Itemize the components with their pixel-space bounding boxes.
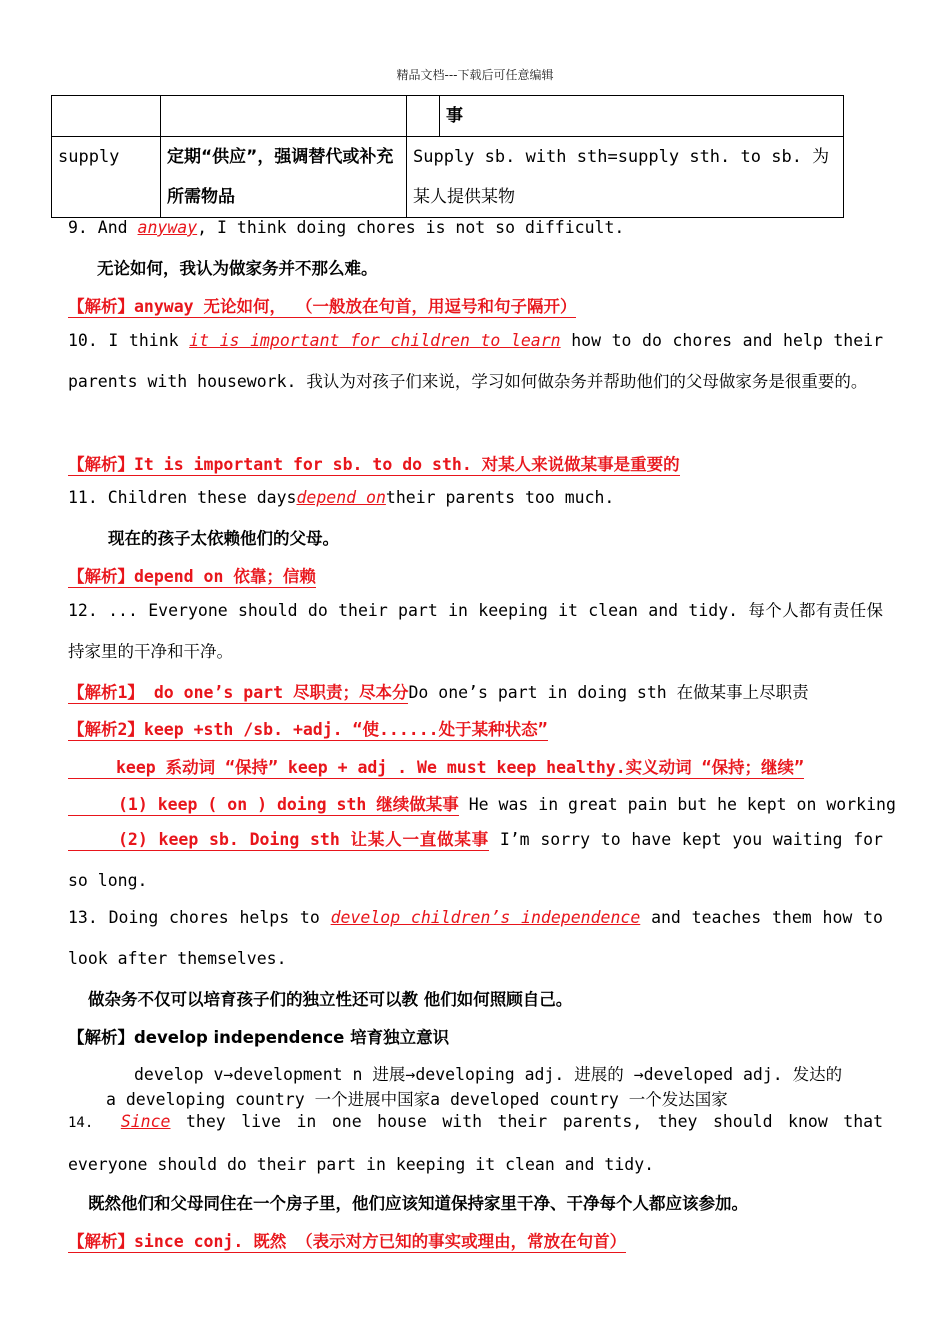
- q9-prefix: 9. And: [68, 218, 128, 237]
- q12-analysis-4: [68, 791, 896, 815]
- q12-analysis-4-black: He was in great pain but he kept on working: [468, 795, 896, 814]
- q14-translation: 既然他们和父母同住在一个房子里，他们应该知道保持家里干净、干净每个人都应该参加。: [88, 1194, 748, 1213]
- q12-analysis-1-red: 【解析1】 do one’s part 尽职责；尽本分: [68, 683, 409, 702]
- q13-analysis: 【解析】develop independence 培育独立意识: [68, 1028, 450, 1047]
- table-row: [52, 96, 844, 137]
- q14-prefix: 14.: [68, 1115, 94, 1131]
- q12-analysis-4-red: (1) keep ( on ) doing sth 继续做某事: [68, 795, 459, 816]
- table-cell: [52, 96, 161, 137]
- q11-rest: their parents too much.: [385, 488, 615, 507]
- q12-analysis-3: keep 系动词 “保持” keep + adj . We must keep healthy.实义动词 “保持；继续”: [68, 754, 882, 778]
- q11-translation: 现在的孩子太依赖他们的父母。: [108, 529, 339, 548]
- q9-answer: anyway: [137, 218, 198, 237]
- q12-analysis-1: [68, 679, 882, 703]
- question-9: [68, 218, 882, 237]
- q10-rest: how to do chores and help their parents with housework. 我认为对孩子们来说，学习如何做杂务并帮助他们的父母做家务是很重要的。: [68, 331, 884, 391]
- table-row: [52, 137, 844, 218]
- q12-analysis-5-red: (2) keep sb. Doing sth 让某人一直做某事: [68, 830, 489, 851]
- q12-analysis-1-black: Do one’s part in doing sth 在做某事上尽职责: [408, 683, 809, 702]
- question-10: [68, 320, 883, 402]
- table-cell: [161, 96, 407, 137]
- q12-analysis-2: 【解析2】keep +sth /sb. +adj. “使......处于某种状态”: [68, 720, 548, 739]
- q11-prefix: 11. Children these days: [68, 488, 297, 507]
- q10-prefix: 10. I think: [68, 331, 179, 350]
- question-13: [68, 897, 883, 979]
- q9-translation: 无论如何，我认为做家务并不那么难。: [97, 259, 378, 278]
- vocab-table: [51, 95, 844, 218]
- q14-analysis: 【解析】since conj. 既然 （表示对方已知的事实或理由，常放在句首）: [68, 1232, 627, 1251]
- usage-cell: [407, 137, 844, 218]
- q14-rest: they live in one house with their parents, they should know that everyone should do their part in keeping it clean and tidy.: [68, 1112, 884, 1174]
- page-header: 精品文档---下载后可任意编辑: [396, 68, 554, 82]
- q14-answer: Since: [120, 1112, 171, 1131]
- usage-text: Supply sb. with sth=supply sth. to sb. 为某人提供某物: [413, 147, 830, 207]
- word-cell: supply: [52, 137, 161, 218]
- q13-prefix: 13. Doing chores helps to: [68, 908, 320, 927]
- q12-analysis-5-black: I’m sorry to have kept you waiting for so long.: [68, 830, 883, 890]
- q9-rest: , I think doing chores is not so difficult.: [197, 218, 625, 237]
- q13-translation: 做杂务不仅可以培育孩子们的独立性还可以教 他们如何照顾自己。: [88, 990, 573, 1009]
- question-12: 12. ... Everyone should do their part in keeping it clean and tidy. 每个人都有责任保持家里的干净和干净。: [68, 601, 883, 661]
- q12-analysis-5: [68, 819, 883, 901]
- q11-answer: depend on: [296, 488, 386, 507]
- q11-analysis: 【解析】depend on 依靠；信赖: [68, 567, 316, 586]
- question-14: [68, 1101, 883, 1185]
- meaning-cell: 定期“供应”，强调替代或补充所需物品: [161, 137, 407, 218]
- q10-answer: it is important for children to learn: [189, 331, 561, 350]
- table-cell: 事: [440, 96, 844, 137]
- q13-examples: a developing country 一个进展中国家a developed country 一个发达国家: [106, 1090, 728, 1109]
- q13-derivation: develop v→development n 进展→developing adj. 进展的 →developed adj. 发达的: [134, 1065, 843, 1084]
- q10-analysis: 【解析】It is important for sb. to do sth. 对某人来说做某事是重要的: [68, 455, 680, 474]
- q9-analysis: 【解析】anyway 无论如何， （一般放在句首，用逗号和句子隔开）: [68, 297, 577, 316]
- q13-rest: and teaches them how to look after themselves.: [68, 908, 883, 968]
- q13-answer: develop children’s independence: [330, 908, 641, 927]
- table-cell: [407, 96, 440, 137]
- question-11: [68, 488, 882, 507]
